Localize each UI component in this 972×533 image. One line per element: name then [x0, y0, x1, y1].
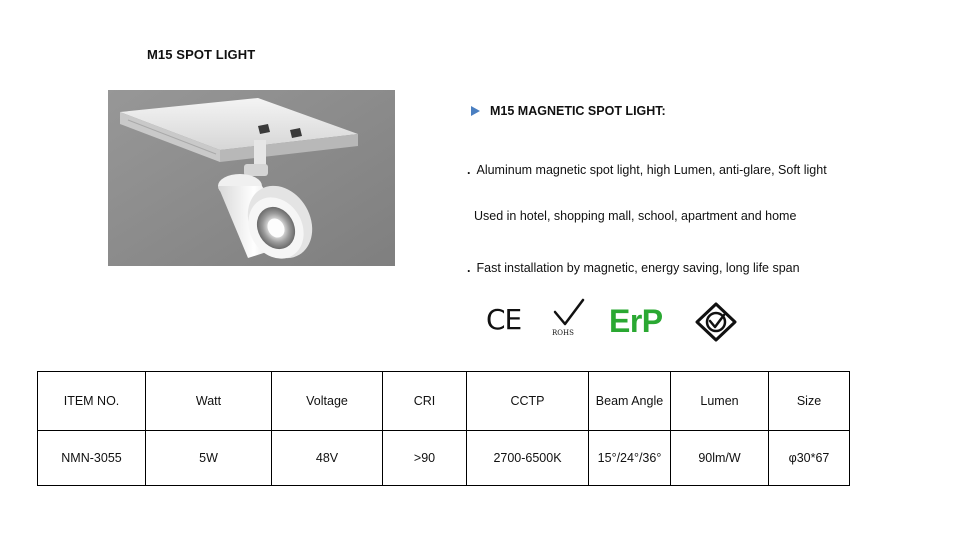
erp-mark-icon: ErP: [609, 303, 663, 339]
data-cell: 15°/24°/36°: [589, 431, 671, 486]
spot-light-illustration: [108, 90, 395, 266]
ce-mark-icon: CE: [486, 303, 522, 336]
header-cell: Beam Angle: [589, 372, 671, 431]
feature-text: Aluminum magnetic spot light, high Lumen, anti-glare, Soft light: [476, 163, 827, 177]
feature-text: Used in hotel, shopping mall, school, apartment and home: [474, 209, 797, 223]
feature-line-1: [467, 163, 827, 177]
data-cell: 48V: [272, 431, 383, 486]
header-cell: CRI: [383, 372, 467, 431]
table-row: [38, 431, 850, 486]
product-photo: [108, 90, 395, 266]
data-cell: 90lm/W: [671, 431, 769, 486]
page-title: M15 SPOT LIGHT: [147, 47, 256, 62]
rohs-label: ROHS: [552, 329, 574, 337]
header-cell: Voltage: [272, 372, 383, 431]
header-cell: CCTP: [467, 372, 589, 431]
feature-line-2: [474, 209, 796, 223]
feature-text: Fast installation by magnetic, energy saving, long life span: [476, 261, 800, 275]
data-cell: φ30*67: [769, 431, 850, 486]
rohs-mark: [551, 298, 587, 340]
data-cell: 5W: [146, 431, 272, 486]
bullet-dot: .: [467, 163, 471, 177]
data-cell: 2700-6500K: [467, 431, 589, 486]
rohs-check-icon: [551, 298, 587, 328]
feature-heading-text: M15 MAGNETIC SPOT LIGHT:: [490, 104, 666, 118]
header-cell: Lumen: [671, 372, 769, 431]
header-cell: Watt: [146, 372, 272, 431]
table-header-row: [38, 372, 850, 431]
rcm-mark-icon: [694, 302, 738, 342]
feature-line-3: [467, 261, 800, 275]
data-cell: NMN-3055: [38, 431, 146, 486]
spec-table: [37, 371, 850, 486]
rcm-mark: [694, 302, 738, 347]
data-cell: >90: [383, 431, 467, 486]
header-cell: ITEM NO.: [38, 372, 146, 431]
header-cell: Size: [769, 372, 850, 431]
feature-heading: [471, 104, 666, 118]
bullet-dot: .: [467, 261, 471, 275]
triangle-bullet-icon: [471, 106, 480, 116]
